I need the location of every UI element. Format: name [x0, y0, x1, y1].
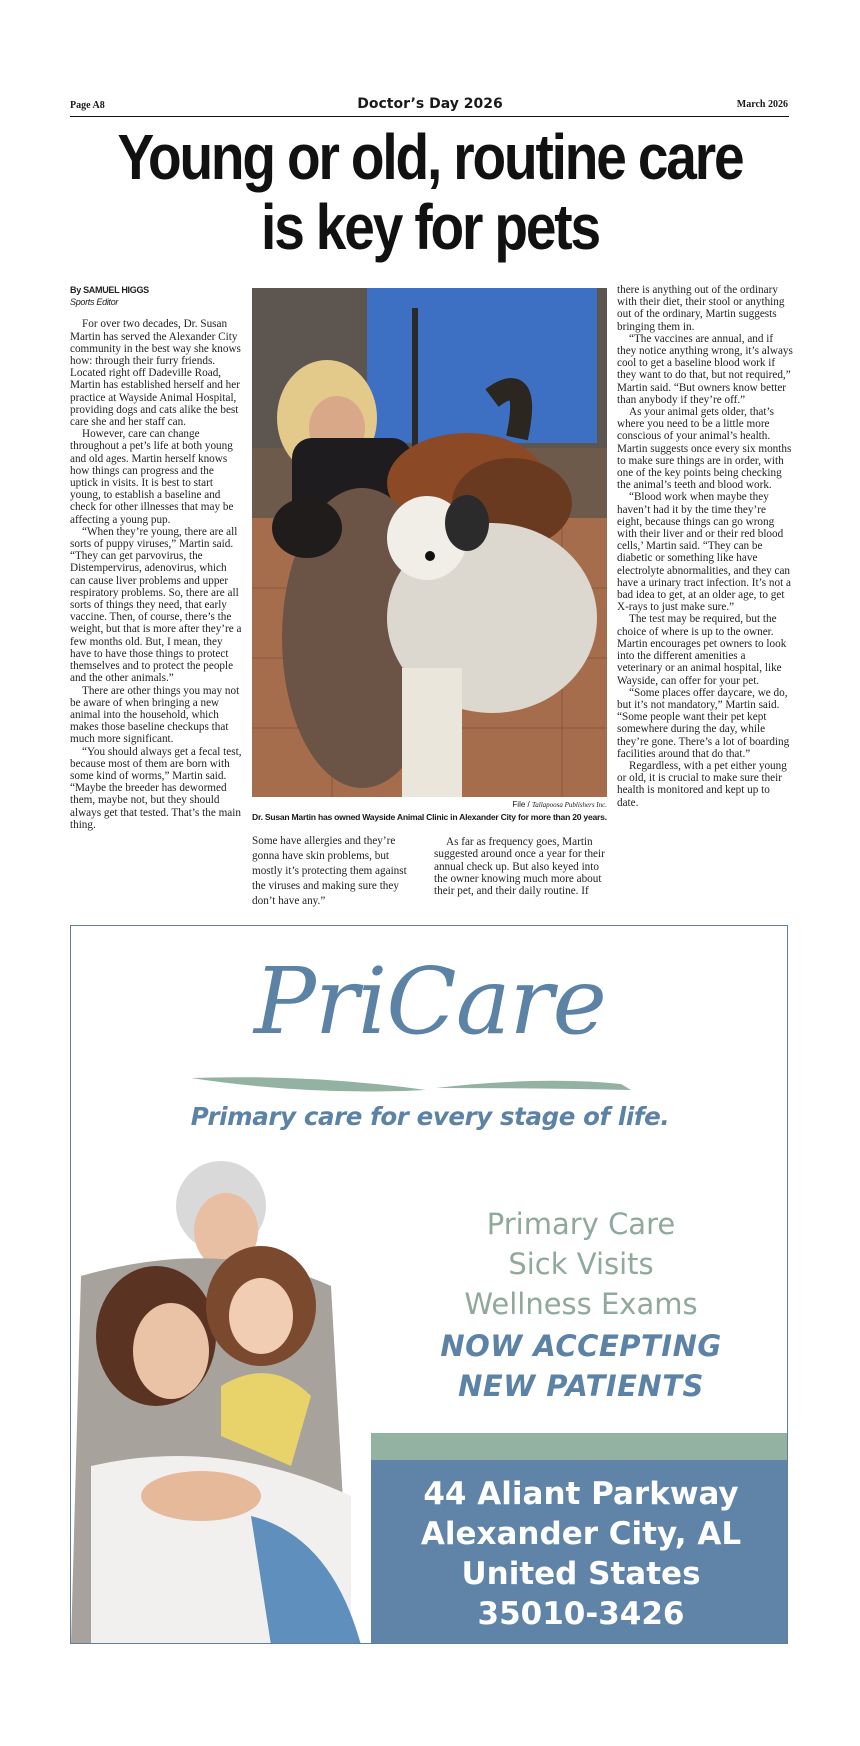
- headline-line-1: Young or old, routine care: [117, 121, 743, 193]
- article-column-3: [434, 836, 606, 897]
- paragraph: Some have allergies and they’re gonna have skin problems, but mostly it’s protecting them against the viruses and making sure they don’t have any.”: [252, 835, 407, 907]
- paragraph: Regardless, with a pet either young or old, it is crucial to make sure their health is monitored and kept up to date.: [617, 759, 787, 809]
- paragraph: However, care can change throughout a pet’s life at both young and old ages. Martin herself knows how things can progress and the uptick in visits. It is best to start young, to establish a baseline and check for other illnesses that may be affecting a young pup.: [70, 428, 234, 526]
- paragraph: “You should always get a fecal test, because most of them are born with some kind of worms,” Martin said. “Maybe the breeder has dewormed them, maybe not, but they should always get that tested. That’s the main thing.: [70, 745, 242, 831]
- paragraph: The test may be required, but the choice of where is up to the owner. Martin encourages pet owners to look into the different amenities a veterinary or an animal hospital, like Wayside, can offer for your pet.: [617, 613, 787, 687]
- services-list: [371, 1204, 788, 1324]
- address-street: 44 Aliant Parkway: [423, 1476, 739, 1512]
- article-photo: [252, 288, 607, 797]
- call-to-action: [371, 1326, 788, 1406]
- logo-swoosh-icon: [191, 1066, 691, 1106]
- vet-with-dogs-photo-icon: [252, 288, 607, 797]
- byline-title: Sports Editor: [70, 297, 119, 308]
- paragraph: For over two decades, Dr. Susan Martin has served the Alexander City community in the best way she knows how: through their furry friends. Located right off Dadeville Road, Martin has established herself and her practice at Wayside Animal Hospital, providing dogs and cats alike the best care she and her staff can.: [70, 318, 241, 429]
- address-block: [371, 1474, 788, 1634]
- paragraph: “The vaccines are annual, and if they notice anything wrong, it’s always cool to get a baseline blood work if they want to do that, but not required,” Martin said. “But owners know better than anybody if they’re off.”: [617, 332, 793, 406]
- section-title: Doctor’s Day 2026: [357, 96, 503, 112]
- photo-caption: Dr. Susan Martin has owned Wayside Animal Clinic in Alexander City for more than 20 years.: [252, 812, 607, 822]
- paragraph: “Some places offer daycare, we do, but it’s not mandatory,” Martin said. “Some people want their pet kept somewhere during the day, while they’re gone. There’s a lot of boarding facilities around that do that.”: [617, 686, 790, 760]
- address-city: Alexander City, AL: [420, 1516, 742, 1552]
- green-band: [371, 1433, 788, 1460]
- photo-credit-prefix: File /: [512, 800, 530, 809]
- paragraph: “Blood work when maybe they haven’t had it by the time they’re eight, because things can go wrong with their liver and or their red blood cells,’ Martin said. “They can be diabetic or something like have electrolyte abnormalities, and they can have a urinary tract infection. It’s not a bad idea to get, at an older age, to get X-rays to just make sure.”: [617, 491, 791, 614]
- service-item: Sick Visits: [508, 1247, 654, 1281]
- paragraph: “When they’re young, there are all sorts of puppy viruses,” Martin said. “They can get parvovirus, the Distempervirus, adenovirus, which can cause liver problems and upper respiratory problems. So, there are all sorts of things they need, that early vaccine. Then, of course, there’s the weight, but that is more after they’re a few months old. But, I mean, they have to have those things to protect themselves and to protect the people and the other animals.”: [70, 525, 242, 685]
- paragraph: As your animal gets older, that’s where you need to be a little more conscious of your animal’s health. Martin suggests once every six months to make sure things are in order, with one of the key points being checking the animal’s teeth and blood work.: [617, 406, 792, 492]
- service-item: Wellness Exams: [464, 1287, 698, 1321]
- cta-line: NOW ACCEPTING: [440, 1329, 722, 1363]
- address-country: United States: [461, 1556, 701, 1592]
- byline: By SAMUEL HIGGS: [70, 285, 149, 295]
- cta-line: NEW PATIENTS: [458, 1369, 704, 1403]
- service-item: Primary Care: [486, 1207, 676, 1241]
- family-photo-icon: [71, 1136, 371, 1644]
- paragraph: There are other things you may not be aware of when bringing a new animal into the household, which makes those baseline checkups that much more significant.: [70, 684, 240, 746]
- tagline: Primary care for every stage of life.: [190, 1102, 670, 1131]
- article-column-2: [252, 834, 422, 909]
- pricare-advertisement: [70, 925, 788, 1644]
- brand-logo: PriCare: [254, 948, 606, 1055]
- address-zip: 35010-3426: [477, 1596, 685, 1632]
- headline-line-2: is key for pets: [261, 191, 599, 263]
- folio-divider: [70, 116, 789, 117]
- article-column-4: [617, 284, 793, 809]
- photo-credit-publisher: Tallapoosa Publishers Inc.: [532, 801, 607, 809]
- paragraph: As far as frequency goes, Martin suggested around once a year for their annual check up. But also keyed into the owner knowing much more about their pet, and their daily routine. If: [434, 836, 605, 898]
- page-number: Page A8: [70, 100, 105, 111]
- headline: [112, 122, 748, 262]
- issue-date: March 2026: [736, 99, 788, 110]
- paragraph: there is anything out of the ordinary with their diet, their stool or anything out of the ordinary, Martin suggests bringing them in.: [617, 284, 785, 333]
- article-column-1: [70, 284, 242, 831]
- photo-credit: [252, 800, 607, 809]
